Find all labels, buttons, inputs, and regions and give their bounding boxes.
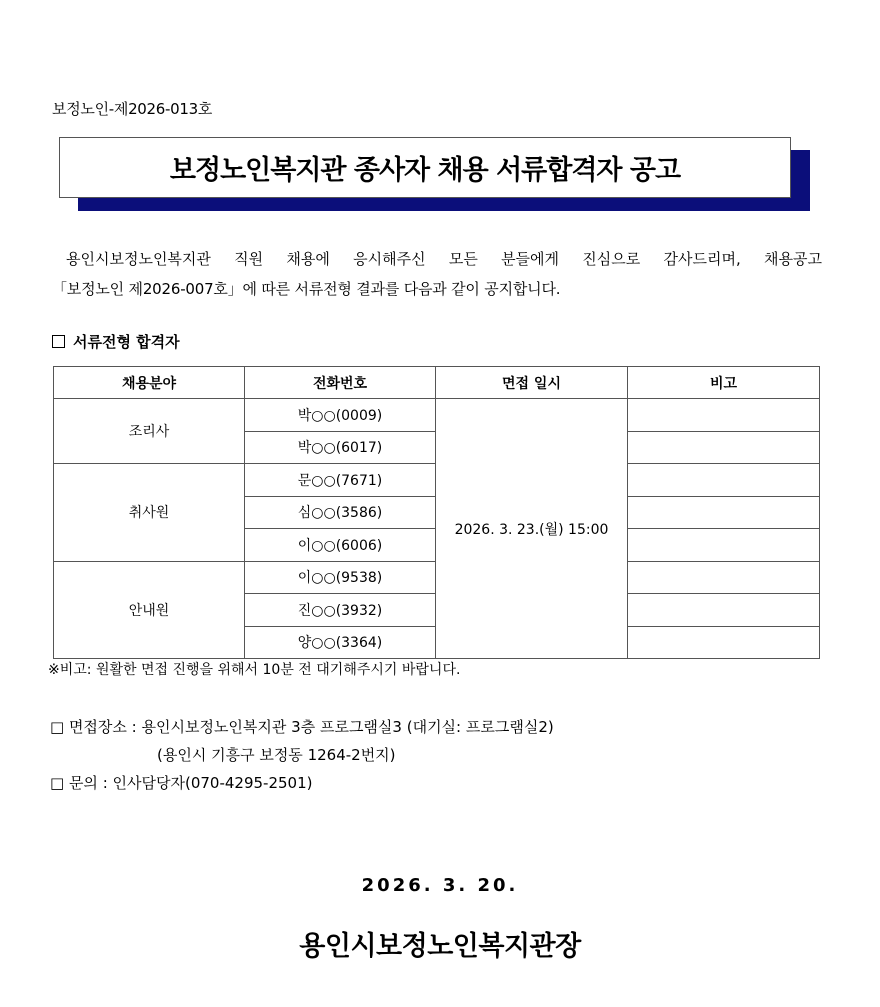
applicant-cell: 심○○(3586) [245,496,436,529]
title-box [59,137,791,198]
venue-line: □ 면접장소 : 용인시보정노인복지관 3층 프로그램실3 (대기실: 프로그램실2) [50,718,554,736]
applicant-cell: 이○○(9538) [245,561,436,594]
header-interview: 면접 일시 [436,367,628,399]
field-cell: 안내원 [54,561,245,659]
remarks-cell [628,399,820,432]
header-phone: 전화번호 [245,367,436,399]
checkbox-square-icon [52,335,65,348]
intro-word: 직원 [234,250,264,268]
applicant-cell: 박○○(6017) [245,431,436,464]
document-number: 보정노인-제2026-013호 [52,100,213,118]
table-row [54,399,820,432]
remarks-cell [628,529,820,562]
remarks-cell [628,431,820,464]
intro-word: 분들에게 [501,250,560,268]
document-title: 보정노인복지관 종사자 채용 서류합격자 공고 [169,155,681,186]
venue-address: (용인시 기흥구 보정동 1264-2번지) [157,746,396,764]
intro-paragraph [52,244,822,304]
header-field: 채용분야 [54,367,245,399]
intro-line-2: 「보정노인 제2026-007호」에 따른 서류전형 결과를 다음과 같이 공지합니다. [52,280,561,298]
table-header-row [54,367,820,399]
result-table [53,366,820,659]
interview-datetime-cell: 2026. 3. 23.(월) 15:00 [436,399,628,659]
intro-word: 모든 [448,250,478,268]
applicant-cell: 박○○(0009) [245,399,436,432]
remarks-cell [628,464,820,497]
intro-word: 감사드리며, [663,250,741,268]
info-block [50,713,554,797]
remarks-note: ※비고: 원활한 면접 진행을 위해서 10분 전 대기해주시기 바랍니다. [48,662,461,678]
applicant-cell: 진○○(3932) [245,594,436,627]
contact-line: □ 문의 : 인사담당자(070-4295-2501) [50,774,313,792]
applicant-cell: 양○○(3364) [245,626,436,659]
intro-line-1 [52,244,822,274]
remarks-cell [628,626,820,659]
field-cell: 조리사 [54,399,245,464]
intro-word: 진심으로 [582,250,641,268]
field-cell: 취사원 [54,464,245,562]
header-remarks: 비고 [628,367,820,399]
announcement-date: 2026. 3. 20. [361,875,519,896]
signer-name: 용인시보정노인복지관장 [299,931,581,962]
intro-word: 응시해주신 [353,250,426,268]
applicant-cell: 문○○(7671) [245,464,436,497]
intro-word: 용인시보정노인복지관 [66,250,211,268]
remarks-cell [628,594,820,627]
section-title: 서류전형 합격자 [73,333,180,351]
applicant-cell: 이○○(6006) [245,529,436,562]
section-heading [52,331,180,352]
intro-word: 채용공고 [763,250,822,268]
remarks-cell [628,561,820,594]
intro-word: 채용에 [286,250,330,268]
remarks-cell [628,496,820,529]
